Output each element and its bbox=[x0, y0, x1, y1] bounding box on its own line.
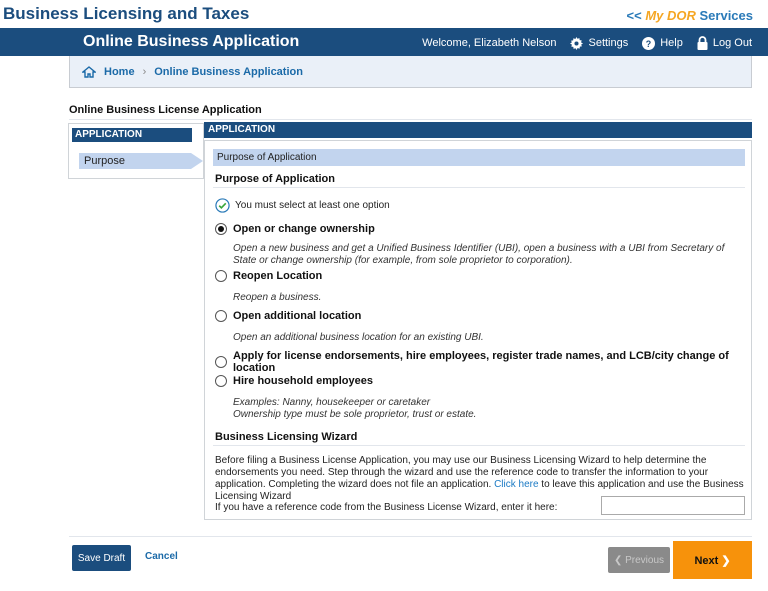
site-title: Business Licensing and Taxes bbox=[3, 4, 250, 23]
option-open-change-ownership[interactable] bbox=[215, 223, 375, 235]
description-line: Examples: Nanny, housekeeper or caretaker bbox=[233, 397, 431, 408]
section-title: Purpose of Application bbox=[215, 173, 335, 185]
cancel-link[interactable]: Cancel bbox=[145, 551, 178, 562]
active-step-arrow bbox=[191, 153, 203, 169]
divider bbox=[69, 119, 752, 120]
option-hire-household-employees[interactable] bbox=[215, 375, 373, 387]
option-label: Hire household employees bbox=[233, 375, 373, 387]
previous-button[interactable] bbox=[608, 547, 670, 573]
help-label: Help bbox=[660, 37, 683, 49]
app-title: Online Business Application bbox=[83, 33, 300, 50]
logout-label: Log Out bbox=[712, 37, 752, 49]
sidebar-item-purpose[interactable]: Purpose bbox=[79, 153, 191, 169]
divider bbox=[213, 445, 745, 446]
divider bbox=[69, 536, 752, 537]
dor-link-prefix: << bbox=[626, 8, 646, 23]
check-circle-icon bbox=[215, 198, 230, 213]
wizard-text: Before filing a Business License Application, you may use our Business Licensing Wizard to help determine the endorsements you need. Step through the wizard and use the reference code to transfer the information to your application. Completing the wizard does not file an application. bbox=[215, 455, 709, 490]
description-line: Ownership type must be sole proprietor, trust or estate. bbox=[233, 409, 477, 420]
save-draft-button[interactable]: Save Draft bbox=[72, 545, 131, 571]
option-description: Reopen a business. bbox=[233, 292, 322, 303]
logout-button[interactable] bbox=[697, 36, 752, 50]
chevron-left-icon: ❮ bbox=[613, 554, 626, 566]
main-header: APPLICATION bbox=[204, 122, 752, 138]
section-bar: Purpose of Application bbox=[213, 149, 745, 166]
breadcrumb bbox=[69, 56, 752, 88]
main-panel bbox=[204, 140, 752, 520]
option-description: Open a new business and get a Unified Business Identifier (UBI), open a business with a UBI from Secretary of State or change ownership (for example, from sole proprietor to corporation). bbox=[233, 243, 725, 266]
radio-hire-household-employees[interactable] bbox=[215, 375, 227, 387]
option-description bbox=[233, 397, 743, 421]
dor-link-suffix: Services bbox=[695, 8, 753, 23]
reference-code-label: If you have a reference code from the Business License Wizard, enter it here: bbox=[215, 502, 558, 513]
next-label: Next bbox=[694, 554, 719, 567]
breadcrumb-separator: › bbox=[142, 65, 147, 78]
option-label: Apply for license endorsements, hire employees, register trade names, and LCB/city change of location bbox=[233, 350, 729, 374]
previous-label: Previous bbox=[625, 554, 665, 566]
welcome-text: Welcome, Elizabeth Nelson bbox=[422, 37, 557, 49]
sidebar-header: APPLICATION bbox=[72, 128, 192, 142]
requirement-note bbox=[215, 198, 390, 213]
option-label: Open additional location bbox=[233, 310, 362, 322]
option-description: Open an additional business location for an existing UBI. bbox=[233, 332, 484, 343]
option-apply-endorsements[interactable] bbox=[215, 350, 751, 374]
wizard-text: to leave this application and use the Business Licensing Wizard bbox=[215, 479, 744, 502]
my-dor-services-link[interactable] bbox=[627, 8, 753, 23]
help-icon bbox=[642, 37, 655, 50]
radio-apply-endorsements[interactable] bbox=[215, 356, 227, 368]
chevron-right-icon: ❯ bbox=[718, 554, 731, 567]
divider bbox=[213, 187, 745, 188]
gear-icon bbox=[570, 37, 583, 50]
nav-actions bbox=[422, 36, 752, 50]
page-title: Online Business License Application bbox=[69, 104, 262, 116]
radio-open-additional-location[interactable] bbox=[215, 310, 227, 322]
home-icon bbox=[82, 66, 96, 78]
requirement-text: You must select at least one option bbox=[235, 200, 390, 211]
option-label: Reopen Location bbox=[233, 270, 323, 282]
help-button[interactable] bbox=[642, 37, 683, 50]
breadcrumb-current[interactable]: Online Business Application bbox=[154, 65, 303, 78]
option-open-additional-location[interactable] bbox=[215, 310, 361, 322]
nav-bar bbox=[0, 28, 768, 56]
next-button[interactable] bbox=[673, 541, 752, 579]
step-sidebar bbox=[68, 123, 204, 179]
radio-reopen-location[interactable] bbox=[215, 270, 227, 282]
dor-link-my: My DOR bbox=[645, 8, 696, 23]
reference-code-input[interactable] bbox=[601, 496, 745, 515]
settings-label: Settings bbox=[588, 37, 629, 49]
svg-text:?: ? bbox=[646, 38, 652, 49]
lock-icon bbox=[697, 36, 708, 50]
settings-button[interactable] bbox=[570, 37, 628, 50]
option-reopen-location[interactable] bbox=[215, 270, 322, 282]
breadcrumb-home[interactable]: Home bbox=[104, 65, 135, 78]
option-label: Open or change ownership bbox=[233, 223, 375, 235]
wizard-click-here-link[interactable]: Click here bbox=[494, 479, 539, 490]
wizard-title: Business Licensing Wizard bbox=[215, 431, 358, 443]
radio-open-change-ownership[interactable] bbox=[215, 223, 227, 235]
top-bar bbox=[0, 0, 768, 28]
